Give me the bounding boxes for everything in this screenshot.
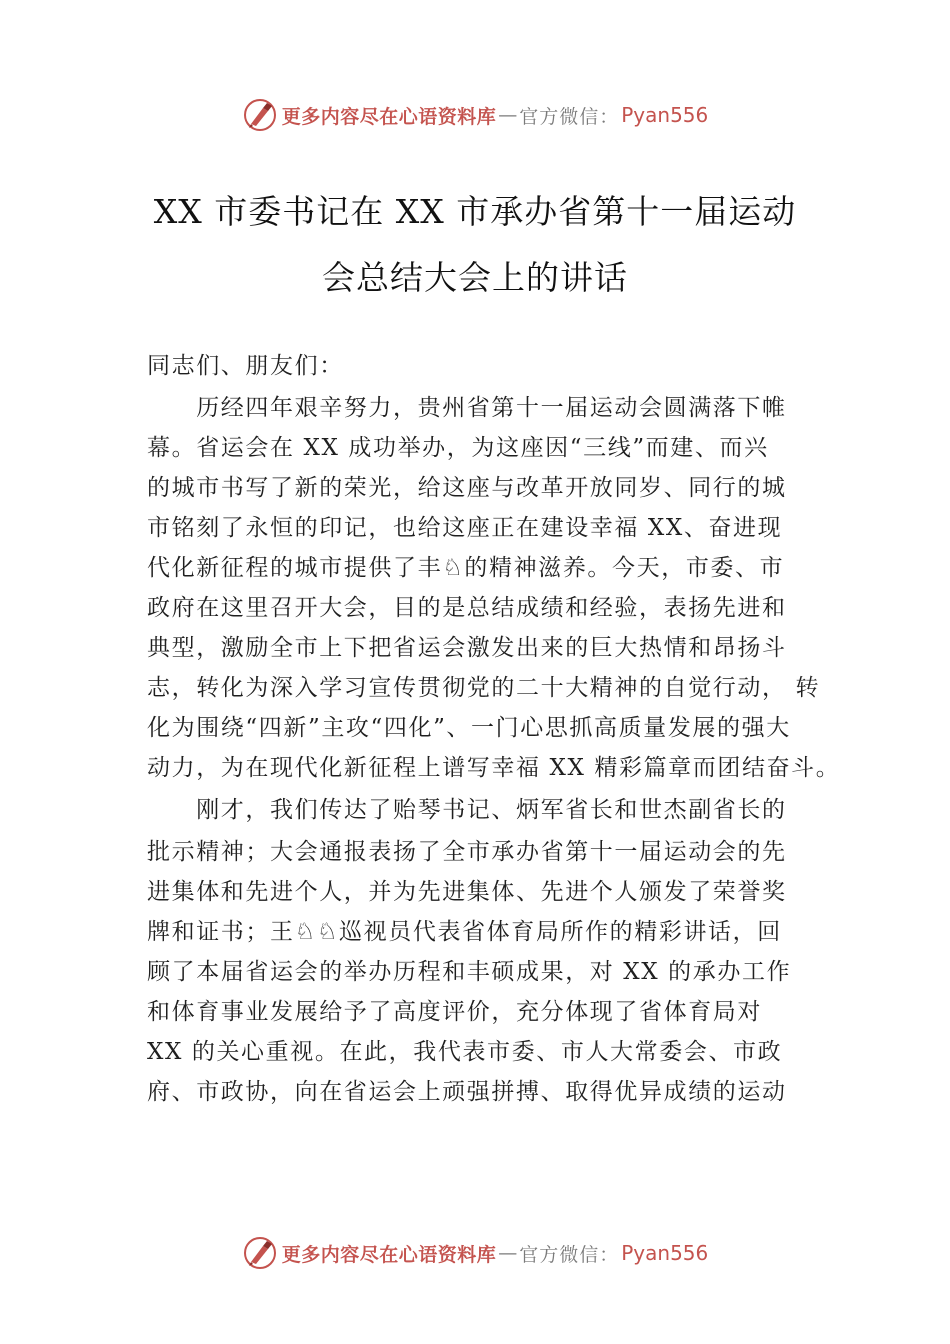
salutation: 同志们、朋友们： [147,353,344,379]
body-line: 代化新征程的城市提供了丰♘的精神滋养。今天，市委、市 [147,555,785,581]
document-title-line-2: 会总结大会上的讲话 [322,258,628,297]
brand-dash: — [498,104,518,126]
body-line: 批示精神；大会通报表扬了全市承办省第十一届运动会的先 [147,839,787,865]
body-line: 进集体和先进个人，并为先进集体、先进个人颁发了荣誉奖 [147,879,787,905]
body-line: 顾了本届省运会的举办历程和丰硕成果，对 XX 的承办工作 [147,959,792,985]
body-line: 化为围绕“四新”主攻“四化”、一门心思抓高质量发展的强大 [147,715,791,741]
header-watermark [0,95,950,135]
wechat-id: Pyan556 [621,103,709,127]
body-line: XX 的关心重视。在此，我代表市委、市人大常委会、市政 [147,1039,783,1065]
body-line: 市铭刻了永恒的印记，也给这座正在建设幸福 XX、奋进现 [147,515,783,541]
body-line: 政府在这里召开大会，目的是总结成绩和经验，表扬先进和 [147,595,787,621]
wechat-label: 官方微信： [519,105,620,128]
pen-nib-logo-icon [242,97,278,133]
brand-text: 更多内容尽在心语资料库 [281,105,497,128]
body-line: 幕。省运会在 XX 成功举办，为这座因“三线”而建、而兴 [147,435,769,461]
body-line: 历经四年艰辛努力，贵州省第十一届运动会圆满落下帷 [147,395,787,421]
brand-dash: — [498,1242,518,1264]
document-title-line-1: XX 市委书记在 XX 市承办省第十一届运动 [153,192,797,231]
body-line: 动力，为在现代化新征程上谱写幸福 XX 精彩篇章而团结奋斗。 [147,755,841,781]
body-line: 刚才，我们传达了贻琴书记、炳军省长和世杰副省长的 [147,797,787,823]
body-line: 的城市书写了新的荣光，给这座与改革开放同岁、同行的城 [147,475,787,501]
brand-text: 更多内容尽在心语资料库 [281,1243,497,1266]
pen-nib-logo-icon [242,1235,278,1271]
body-line: 府、市政协，向在省运会上顽强拼搏、取得优异成绩的运动 [147,1079,787,1105]
wechat-label: 官方微信： [519,1243,620,1266]
wechat-id: Pyan556 [621,1241,709,1265]
body-line: 牌和证书；王♘♘巡视员代表省体育局所作的精彩讲话，回 [147,919,782,945]
footer-watermark [0,1233,950,1273]
body-line: 和体育事业发展给予了高度评价，充分体现了省体育局对 [147,999,762,1025]
body-line: 志，转化为深入学习宣传贯彻党的二十大精神的自觉行动， 转 [147,675,821,701]
body-line: 典型，激励全市上下把省运会激发出来的巨大热情和昂扬斗 [147,635,787,661]
